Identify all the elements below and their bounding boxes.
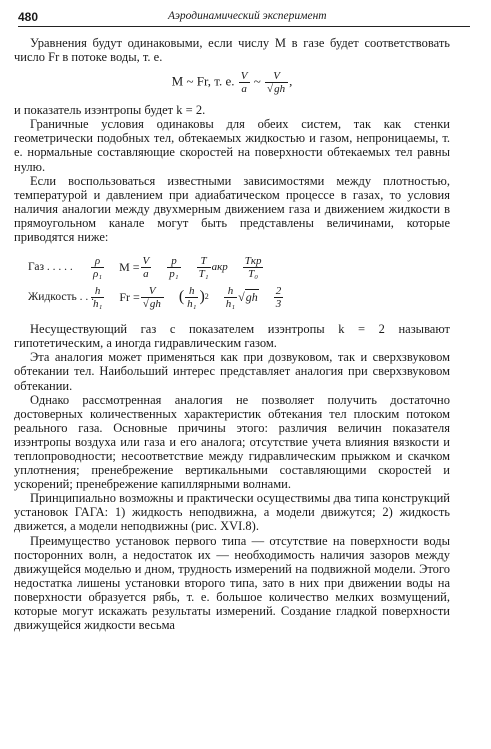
row-label-liquid: Жидкость . . . xyxy=(28,291,94,304)
analogy-table xyxy=(28,252,450,312)
paragraph-5: Несуществующий газ с показателем изэнтропы k = 2 называют гипотетическим, а иногда гидравлическим газом. xyxy=(14,322,450,351)
paragraph-4: Если воспользоваться известными зависимостями между плотностью, температурой и давлением при адиабатическом процессе в газах, то условия наличия аналогии между двухмерным движением газа и движением жидкости в прямоугольном канале могут быть представлены величинами, которые приводятся ниже: xyxy=(14,173,450,245)
paragraph-6: Эта аналогия может применяться как при дозвуковом, так и сверхзвуковом обтекании тел. Наибольший интерес представляет аналогия при сверхзвуковом обтекании. xyxy=(14,350,450,393)
row-label-gas: Газ . . . . . xyxy=(28,261,73,274)
page-number: 480 xyxy=(18,10,39,24)
paragraph-1: Уравнения будут одинаковыми, если числу M в газе будет соответствовать число Fr в потоке воды, т. е. xyxy=(14,36,450,65)
fraction-v-over-sqrt-gh: $\frac{V}{√gh}$ xyxy=(265,70,288,95)
running-header xyxy=(18,10,470,27)
paragraph-7: Однако рассмотренная аналогия не позволяет получить достаточно достоверных количественных характеристик обтекания тел плоским потоком реального газа. Основные причины этого: различия величин показателя изэнтропы воздуха или газа и его аналога; отсутствие учета влияния вязкости и теплопроводности; несоответствие между гидравлическим прыжком и скачком уплотнения; пренебрежение вертикальными составляющими скоростей и ускорений; пренебрежение капиллярными волнами. xyxy=(14,392,450,492)
page-body xyxy=(14,36,450,632)
paragraph-2: и показатель изэнтропы будет k = 2. xyxy=(14,103,206,118)
table-row-liquid: Жидкость . . . $\frac{h}{\text{h₁}}$ Fr = $\frac{V}{√gh}$ ( $\frac{h}{\text{h₁}}$ ) 2 $\frac{h}{\text{h₁}}$ √gh $\frac{2}{3}$ xyxy=(28,284,282,310)
formula-mach-froude: M ~ Fr, т. е. $\frac{V}{a}$ ~ $\frac{V}{√gh}$ , xyxy=(171,70,293,96)
table-row-gas: Газ . . . . . $\frac{\rho}{\text{ρ₁}}$ M = $\frac{V}{a}$ $\frac{p}{\text{p₁}}$ $\frac{T}{\text{T₁}}$ aкр $\frac{\text{Tкр}}{\text{T₀}}$ xyxy=(28,254,262,280)
fraction-v-over-a: $\frac{V}{a}$ xyxy=(240,70,248,96)
paragraph-3: Граничные условия одинаковы для обеих систем, так как стенки геометрически подобных тел, обтекаемых жидкостью и газом, непроницаемы, т. е. нормальные составляющие скоростей на поверхности обтекаемых тел равны нулю. xyxy=(14,117,450,174)
paragraph-9: Преимущество установок первого типа — отсутствие на поверхности воды посторонних волн, а недостаток их — необходимость наличия зазоров между движущейся моделью и дном, трудность измерений на подвижной модели. Этого недостатка лишены установки второго типа, зато в них при движении воды на поверхности образуется рябь, т. е. большое количество мелких возмущений, которые могут искажать результаты измерений. Создание гладкой поверхности движущейся жидкости весьма xyxy=(14,533,450,633)
book-page xyxy=(18,10,470,27)
paragraph-8: Принципиально возможны и практически осуществимы два типа конструкций установок ГАГА: 1) жидкость неподвижна, а модели движутся; 2) жидкость движется, а модели неподвижны (рис. XVI.8). xyxy=(14,491,450,534)
running-title: Аэродинамический эксперимент xyxy=(168,10,327,22)
